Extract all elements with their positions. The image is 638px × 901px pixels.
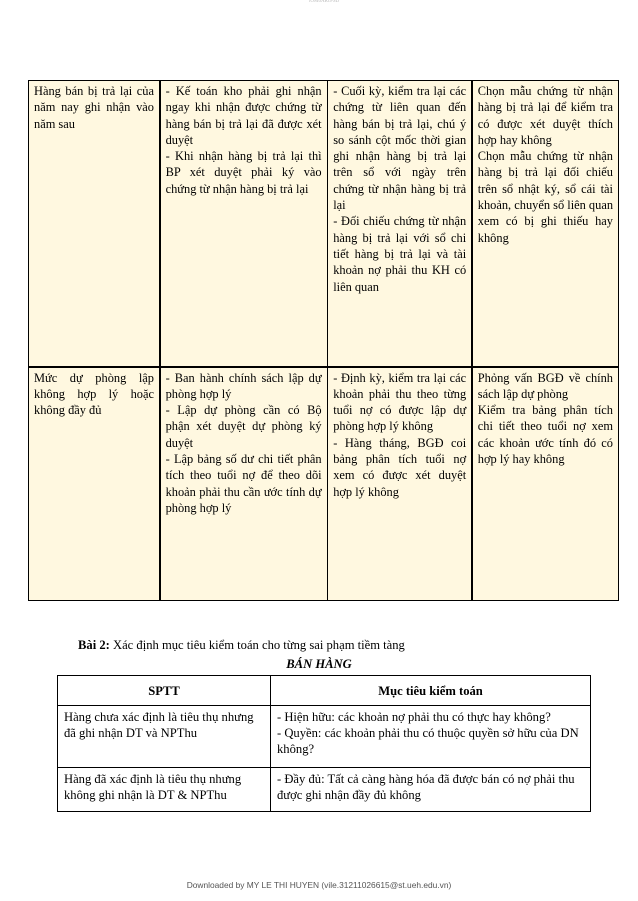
cell-text: - Ban hành chính sách lập dự phòng hợp lý (165, 370, 322, 401)
cell-text: - Lập dự phòng cần có Bộ phận xét duyệt dự phòng ký duyệt (165, 403, 322, 450)
header-watermark: lOMoARcPSD (309, 0, 340, 4)
cell-text: - Hàng tháng, BGĐ coi bảng phân tích tuổi nợ xem có được xét duyệt hợp lý không (333, 435, 467, 499)
cell-text: Chọn mẫu chứng từ nhận hàng bị trả lại để kiểm tra có được xét duyệt thích hợp hay không (477, 84, 613, 147)
objective-cell (271, 706, 591, 768)
cell-text: - Lập bảng số dư chi tiết phân tích theo tuổi nợ để theo dõi khoản phải thu cần ước tính dự phòng hợp lý (165, 452, 322, 515)
table1-r1-c3 (328, 368, 471, 600)
objective-cell (271, 768, 591, 812)
exercise-text: Xác định mục tiêu kiểm toán cho từng sai phạm tiềm tàng (109, 638, 405, 652)
table-row (58, 706, 591, 768)
table-header-row (58, 676, 591, 706)
column-header-sptt: SPTT (58, 676, 271, 706)
sptt-cell: Hàng đã xác định là tiêu thụ nhưng không ghi nhận là DT & NPThu (58, 768, 271, 812)
objective-line: - Đầy đủ: Tất cả càng hàng hóa đã được bán có nợ phải thu được ghi nhận đầy đủ không (277, 772, 575, 802)
cell-text: - Đối chiếu chứng từ nhận hàng bị trả lại với sổ chi tiết hàng bị trả lại và tài khoản nợ phải thu KH có liên quan (333, 214, 467, 294)
table1-r0-c2 (161, 81, 327, 366)
sptt-cell: Hàng chưa xác định là tiêu thụ nhưng đã ghi nhận DT và NPThu (58, 706, 271, 768)
controls-table (28, 80, 619, 601)
table1-r1-c1 (29, 368, 159, 600)
audit-objectives-table (57, 675, 591, 812)
exercise-label: Bài 2: (78, 638, 110, 652)
table1-r0-c3 (328, 81, 471, 366)
cell-text: Hàng bán bị trả lại của năm nay ghi nhận vào năm sau (34, 84, 154, 131)
cell-text: - Khi nhận hàng bị trả lại thì BP xét duyệt phải ký vào chứng từ nhận hàng bị trả lại (165, 149, 322, 196)
table1-r1-c4 (473, 368, 618, 600)
cell-text: Chọn mẫu chứng từ nhận hàng bị trả lại đối chiếu trên sổ nhật ký, sổ cái tài khoản, chuyển sổ liên quan xem có bị ghi thiếu hay không (477, 149, 614, 245)
cell-text: - Định kỳ, kiểm tra lại các khoản phải thu theo từng tuổi nợ có được lập dự phòng hợp lý không (333, 370, 467, 434)
section-subtitle: BÁN HÀNG (286, 657, 352, 671)
objective-line: - Quyền: các khoản phải thu có thuộc quyền sở hữu của DN không? (277, 726, 579, 756)
cell-text: - Kế toán kho phải ghi nhận ngay khi nhận được chứng từ hàng bán bị trả lại đã được xét duyệt (165, 84, 322, 147)
cell-text: - Cuối kỳ, kiểm tra lại các chứng từ liên quan đến hàng bán bị trả lại, chú ý so sánh cột mốc thời gian ghi nhận hàng bị trả lại trên sổ với ngày trên chứng từ nhận hàng bị trả lại (333, 84, 467, 213)
table1-r1-c2 (161, 368, 327, 600)
cell-text: Phỏng vấn BGĐ về chính sách lập dự phòng (477, 370, 613, 401)
cell-text: Mức dự phòng lập không hợp lý hoặc không đầy đủ (34, 370, 154, 418)
table1-r0-c4 (473, 81, 618, 366)
table1-r0-c1 (29, 81, 159, 366)
column-header-objective: Mục tiêu kiểm toán (271, 676, 591, 706)
cell-text: Kiểm tra bảng phân tích chi tiết theo tuổi nợ xem các khoản ước tính đó có hợp lý hay không (477, 403, 613, 467)
exercise-heading (78, 638, 405, 653)
download-footer: Downloaded by MY LE THI HUYEN (vile.31211026615@st.ueh.edu.vn) (186, 880, 452, 890)
objective-line: - Hiện hữu: các khoản nợ phải thu có thực hay không? (277, 710, 551, 724)
table-row (58, 768, 591, 812)
